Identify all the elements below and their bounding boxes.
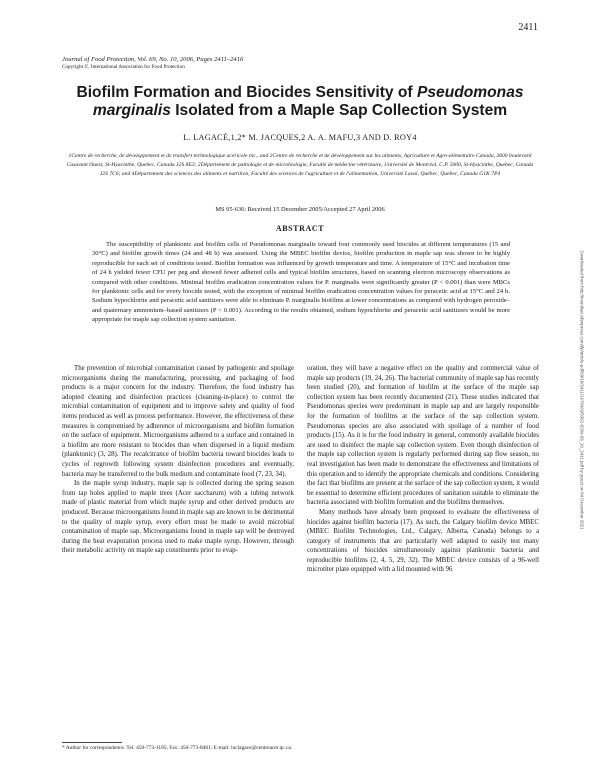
- abstract-heading: ABSTRACT: [275, 224, 325, 233]
- footnote-rule: [62, 742, 122, 743]
- title-part-3: Isolated from a Maple Sap Collection System: [170, 102, 508, 119]
- download-sidebar: [578, 230, 586, 550]
- page-number: 2411: [518, 22, 538, 33]
- received-dates: MS 05-636: Received 15 December 2005/Accepted 27 April 2006: [215, 206, 385, 213]
- body-paragraph: Many methods have already been proposed to evaluate the effectiveness of biocides against biofilm bacteria (17). As such, the Calgary biofilm device MBEC (MBEC Biofilm Technologies, Ltd., Calgary, Alberta, Canada) belongs to a category of instruments that are particularly well adapted to easily test many concentrations of biocides simultaneously against planktonic bacteria and reproducible biofilms (2, 4, 5, 29, 32). The MBEC device consists of a 96-well microtiter plate equipped with a lid mounted with 96: [307, 508, 539, 574]
- copyright-line: Copyright ©, International Association for Food Protection: [62, 64, 185, 70]
- title-part-1: Biofilm Formation and Biocides Sensitivity of: [76, 84, 417, 101]
- author-list: L. LAGACÉ,1,2* M. JACQUES,2 A. A. MAFU,3 AND D. ROY4: [183, 133, 417, 142]
- body-right-column: [307, 364, 539, 575]
- correspondence-footnote: * Author for correspondence. Tel: 450-773-1105; Fax: 450-773-8461; E-mail: luclagace@centreacer.qc.ca.: [62, 745, 293, 751]
- body-paragraph: oration, they will have a negative effect on the quality and commercial value of maple sap products (19, 24, 26). The bacterial community of maple sap has recently been studied (20), and formation of biofilm at the surface of the maple sap collection system has been recently documented (21). These studies indicated that Pseudomonas species were predominant in maple sap and are largely responsible for the formation of biofilms at the surface of the sap collection system. Pseudomonas species are also associated with spoilage of a number of food products (15). As it is for the food industry in general, commonly available biocides are used to disinfect the maple sap collection system. Even though disinfection of the maple sap collection system is regularly performed during sap flow season, no real investigation has been made to demonstrate the effectiveness and limitations of this operation and to identify the appropriate chemicals and conditions. Considering the fact that biofilms are present at the surface of the sap collection system, it would be essential to determine efficient procedures of sanitation suitable to eliminate the bacteria associated with biofilm formation and the biofilms themselves.: [307, 365, 539, 507]
- title-species-name: Pseudomonas marginalis: [92, 84, 524, 119]
- body-paragraph: The prevention of microbial contamination caused by pathogenic and spoilage microorganisms during the manufacturing, processing, and packaging of food products is a major concern for the industry. Therefore, the food industry has adopted cleaning and disinfection practices (cleaning-in-place) to control the microbial contamination of equipment and to improve safety and quality of food items produced as well as process performance. However, the effectiveness of these measures is compromised by adherence of microorganisms and biofilm formation on the surface of equipment. Microorganisms adhered to a surface and contained in a biofilm are more resistant to biocides than when dispersed in a liquid medium (planktonic) (3, 28). The recalcitrance of biofilm bacteria toward biocides leads to cycles of regrowth following system disinfection procedures and eventually, bacteria may be transferred to the bulk medium and contaminate food (7, 23, 34).: [62, 365, 294, 478]
- affiliations: 1Centre de recherche, de développement et de transfert technologique acéricole inc., and 2Centre de recherche et de développement sur les aliments, Agriculture et Agro-alimentaire Canada, 3600 boulevard Casavant Ouest, St-Hyacinthe, Quebec, Canada J2S 8E3; 2Département de pathologie et de microbiologie, Faculté de médecine vétérinaire, Université de Montréal, C.P. 5000, St-Hyacinthe, Quebec, Canada J2S 7C6; and 4Département des sciences des aliments et nutrition, Faculté des sciences de l'agriculture et de l'alimentation, Université Laval, Québec, Quebec, Canada G1K 7P4: [66, 153, 534, 177]
- abstract-text: The susceptibility of planktonic and biofilm cells of Pseudomonas marginalis toward four commonly used biocides at different temperatures (15 and 30°C) and biofilm growth times (24 and 48 h) was assessed. Using the MBEC biofilm device, biofilm production in maple sap was shown to be highly reproducible for each set of conditions tested. Biofilm formation was influenced by growth temperature and time. A temperature of 15°C and incubation time of 24 h yielded fewer CFU per peg and showed fewer adhered cells and typical biofilm structures, based on scanning electron microscopy observations as compared with other conditions. Minimal biofilm eradication concentration values for P. marginalis were significantly greater (P < 0.001) than were MBCs for planktonic cells and for every biocide tested, with the exception of minimal biofilm eradication concentration values for peracetic acid at 15°C and 24 h. Sodium hypochlorite and peracetic acid sanitizers were able to eliminate P. marginalis biofilms at lower concentrations as compared with hydrogen peroxide– and quaternary ammonium–based sanitizers (P < 0.001). According to the results obtained, sodium hypochlorite and peracetic acid sanitizers would be more appropriate for maple sap collection system sanitation.: [92, 241, 510, 324]
- body-left-column: [62, 364, 294, 556]
- body-paragraph: In the maple syrup industry, maple sap is collected during the spring season from tap holes applied to maple trees (Acer saccharum) with a tubing network made of plastic material from which maple syrup and other derived products are produced. Because microorganisms found in maple sap are known to be detrimental to the quality of maple syrup, every effort must be made to avoid microbial contamination of maple sap. Microorganisms found in maple sap will be destroyed during the heat evaporation process used to make maple syrup. However, through their metabolic activity on maple sap constituents prior to evap-: [62, 480, 294, 555]
- download-note: Downloaded from http://meridian.allenpress.com/jfp/article-pdf/69/10/2411/1676663/0362-028x-69_10_2411.pdf by guest on 04 December 2021: [579, 250, 585, 530]
- article-title: [60, 84, 540, 120]
- journal-citation: Journal of Food Protection, Vol. 69, No. 10, 2006, Pages 2411–2416: [62, 56, 244, 63]
